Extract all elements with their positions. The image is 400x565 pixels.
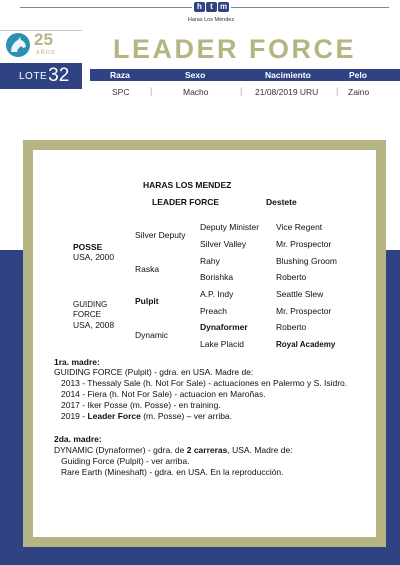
gen3-ancestor: Preach [200,306,227,316]
info-separator: | [150,86,153,96]
raza-value: SPC [112,87,130,97]
htm-logo: h t m [192,2,231,12]
gen4-ancestor: Roberto [276,322,307,332]
lote-label: LOTE [19,70,48,82]
pedigree-horse-name: LEADER FORCE [152,197,220,207]
pelo-value: Zaino [348,87,370,97]
header-rule-right [231,7,389,8]
gen2-ancestor: Raska [135,264,160,274]
nacimiento-header: Nacimiento [265,70,311,80]
lote-number: 32 [48,65,70,86]
horse-name-title: LEADER FORCE [113,34,357,64]
gen3-ancestor: Silver Valley [200,239,247,249]
second-dam-desc: DYNAMIC (Dynaformer) - gdra. de 2 carreras, USA. Madre de: [54,445,293,455]
dam-name-line1: GUIDING [73,300,108,309]
gen4-ancestor: Seattle Slew [276,289,324,299]
gen3-ancestor: Borishka [200,272,234,282]
gen3-ancestor: Dynaformer [200,322,248,332]
info-separator: | [336,86,339,96]
haras-subtitle: Haras Los Méndez [187,17,235,23]
gen4-ancestor: Mr. Prospector [276,306,332,316]
sexo-header: Sexo [185,70,206,80]
gen2-ancestor: Silver Deputy [135,230,186,240]
horse-head-icon [6,33,30,57]
gen4-ancestor: Mr. Prospector [276,239,332,249]
breeder-title: HARAS LOS MENDEZ [143,180,232,190]
lote-badge [0,63,82,89]
gen4-ancestor: Blushing Groom [276,256,337,266]
sire-name: POSSE [73,242,103,252]
sire-info: USA, 2000 [73,252,115,262]
gen3-ancestor: Lake Placid [200,339,244,349]
nacimiento-value: 21/08/2019 URU [255,87,319,97]
gen3-ancestor: A.P. Indy [200,289,234,299]
produce-line: 2013 - Thessaly Sale (h. Not For Sale) - actuaciones en Palermo y S. Isidro. [61,378,348,388]
pelo-header: Pelo [349,70,367,80]
produce-line: 2014 - Fiera (h. Not For Sale) - actuacion en Maroñas. [61,389,266,399]
raza-header: Raza [110,70,130,80]
first-dam-desc: GUIDING FORCE (Pulpit) - gdra. en USA. Madre de: [54,367,254,377]
produce-line: Rare Earth (Mineshaft) - gdra. en USA. En la reproducción. [61,467,284,477]
status-label: Destete [266,197,297,207]
dam-name-line2: FORCE [73,310,101,319]
produce-line: 2017 - Iker Posse (m. Posse) - en training. [61,400,221,410]
sexo-value: Macho [183,87,209,97]
gen3-ancestor: Deputy Minister [200,222,260,232]
featured-horse-name: Leader Force [87,411,141,421]
info-separator: | [240,86,243,96]
dam-info: USA, 2008 [73,320,115,330]
anniversary-number: 25 [34,30,53,49]
produce-line-featured: 2019 - Leader Force (m. Posse) – ver arriba. [61,411,233,421]
header-rule-left [20,7,192,8]
produce-line: Guiding Force (Pulpit) - ver arriba. [61,456,190,466]
second-dam-title: 2da. madre: [54,434,102,444]
gen3-ancestor: Rahy [200,256,220,266]
gen2-ancestor: Pulpit [135,296,159,306]
gen4-ancestor: Royal Academy [276,340,336,349]
anniversary-text: AÑOS [36,50,56,56]
first-dam-title: 1ra. madre: [54,357,100,367]
gen2-ancestor: Dynamic [135,330,169,340]
gen4-ancestor: Roberto [276,272,307,282]
gen4-ancestor: Vice Regent [276,222,323,232]
